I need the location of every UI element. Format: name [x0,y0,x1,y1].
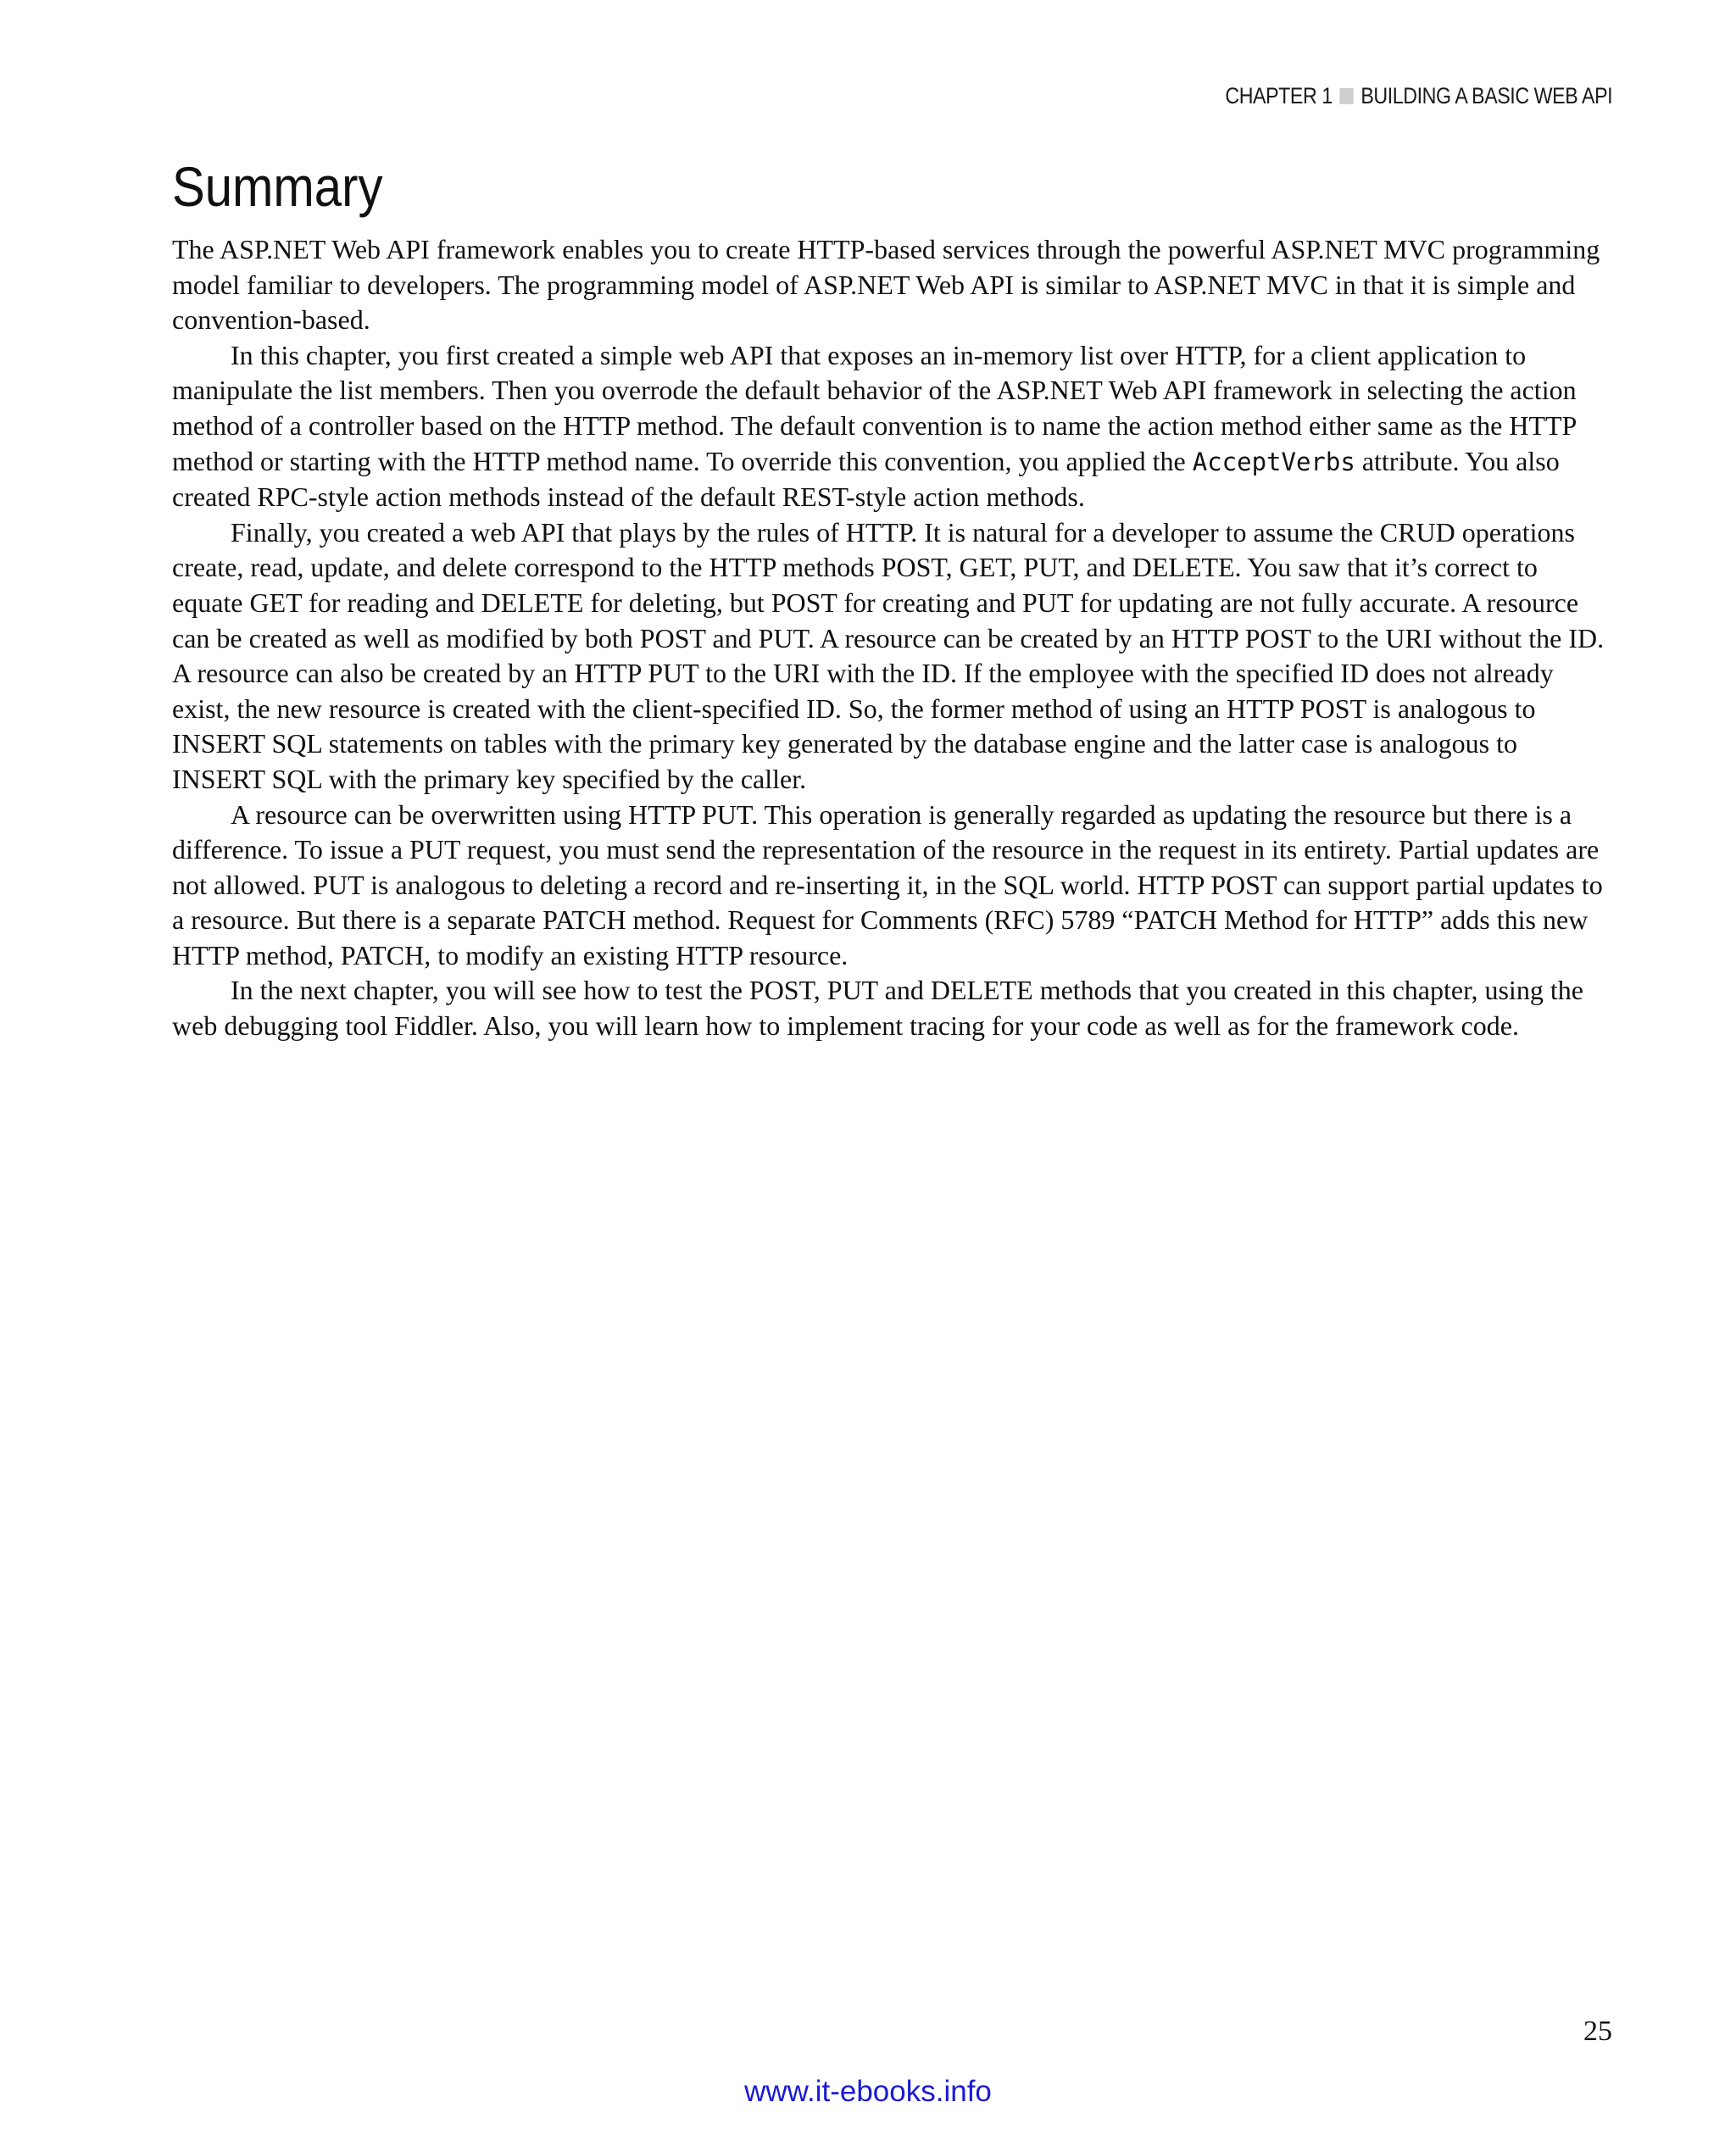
paragraph-text: In this chapter, you first created a simple web API that exposes an in-memory list over HTTP, for a client application to manipulate the list members. Then you overrode the default behavior of the ASP.NET Web API framework in selecting the action method of a controller based on the HTTP method. The default convention is to name the action method either same as the HTTP method or starting with the HTTP method name. To override this convention, you applied the [172,339,1577,476]
section-title: Summary [172,155,383,218]
running-header [1225,83,1612,109]
body-text [172,232,1613,1044]
paragraph-chapter-recap [172,338,1613,515]
paragraph-intro: The ASP.NET Web API framework enables you to create HTTP-based services through the powerful ASP.NET MVC programming model familiar to developers. The programming model of ASP.NET Web API is similar to ASP.NET MVC in that it is simple and convention-based. [172,234,1600,336]
paragraph-text: attribute. You also created RPC-style action methods instead of the default REST-style action methods. [172,445,1560,513]
page-number: 25 [1583,2016,1612,2047]
chapter-label: CHAPTER 1 [1225,83,1333,108]
chapter-title: BUILDING A BASIC WEB API [1360,83,1612,108]
paragraph-crud: Finally, you created a web API that plays by the rules of HTTP. It is natural for a developer to assume the CRUD operations create, read, update, and delete correspond to the HTTP methods POST, GET, PUT, and DELETE. You saw that it’s correct to equate GET for reading and DELETE for deleting, but POST for creating and PUT for updating are not fully accurate. A resource can be created as well as modified by both POST and PUT. A resource can be created by an HTTP POST to the URI without the ID. A resource can also be created by an HTTP PUT to the URI with the ID. If the employee with the specified ID does not already exist, the new resource is created with the client-specified ID. So, the former method of using an HTTP POST is analogous to INSERT SQL statements on tables with the primary key generated by the database engine and the latter case is analogous to INSERT SQL with the primary key specified by the caller. [172,516,1605,794]
footer-link[interactable]: www.it-ebooks.info [744,2075,992,2108]
inline-code: AcceptVerbs [1192,447,1355,476]
paragraph-next-chapter: In the next chapter, you will see how to test the POST, PUT and DELETE methods that you created in this chapter, using the web debugging tool Fiddler. Also, you will learn how to implement tracing for your code as well as for the framework code. [172,975,1583,1042]
paragraph-put-patch: A resource can be overwritten using HTTP PUT. This operation is generally regarded as updating the resource but there is a difference. To issue a PUT request, you must send the representation of the resource in the request in its entirety. Partial updates are not allowed. PUT is analogous to deleting a record and re-inserting it, in the SQL world. HTTP POST can support partial updates to a resource. But there is a separate PATCH method. Request for Comments (RFC) 5789 “PATCH Method for HTTP” adds this new HTTP method, PATCH, to modify an existing HTTP resource. [172,798,1603,970]
separator-square-icon [1339,88,1353,104]
